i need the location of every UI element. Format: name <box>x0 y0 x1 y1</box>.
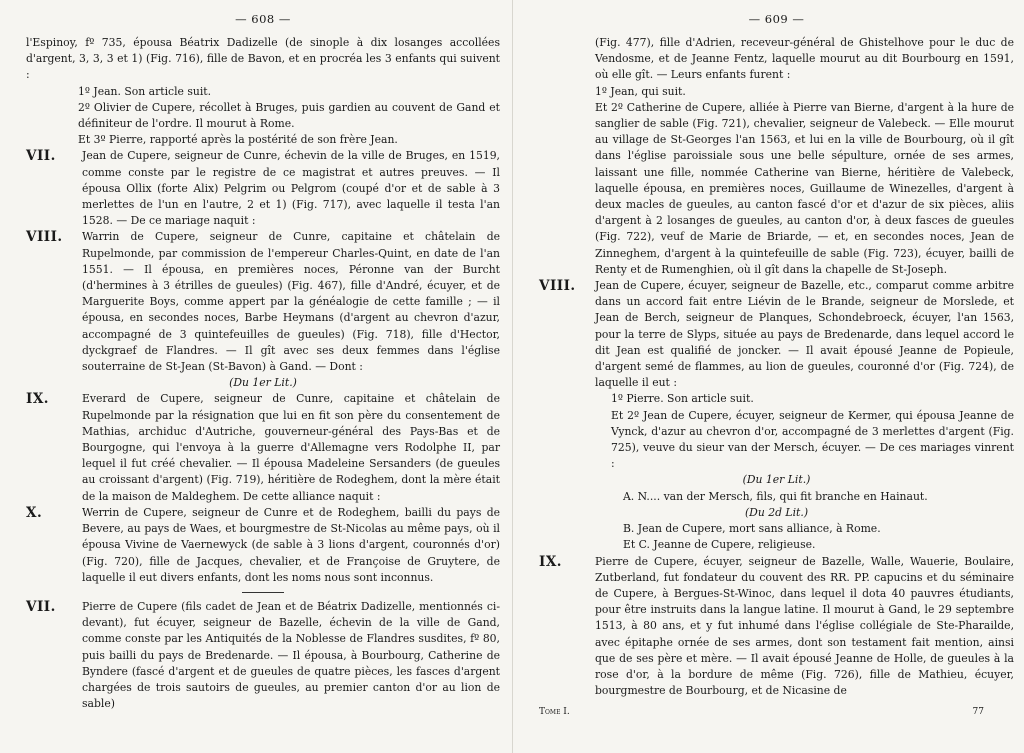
generation-entry <box>539 554 1014 700</box>
lit2-children <box>539 521 1014 553</box>
continuation <box>539 35 1014 278</box>
child-item: 2º Olivier de Cupere, récollet à Bruges, puis gardien au couvent de Gand et définiteur de l'ordre. Il mourut à Rome. <box>78 100 500 131</box>
generation-number: VIII. <box>26 229 63 246</box>
entry-text: Everard de Cupere, seigneur de Cunre, capitaine et châtelain de Rupelmonde par la résignation que lui en fit son père du consentement de Mathias, archiduc d'Autriche, gouverneur-général des Pays-Bas et de Bourgogne, qui l'envoya à la guerre d'Allemagne vers Rodolphe II, par lequel il fut créé chevalier. — Il épousa Madeleine Sersanders (de gueules au croissant d'argent) (Fig. 719), héritière de Rodeghem, dont la mère était de la maison de Maldeghem. De cette alliance naquit : <box>82 392 500 503</box>
child-item: Et 2º Catherine de Cupere, alliée à Pierre van Bierne, d'argent à la hure de sanglier de sable (Fig. 721), chevalier, seigneur de Valebeck. — Elle mourut au village de St-Georges l'an 1563, et lui en la ville de Bourbourg, où il gît dans l'église paroissiale sous une belle sépulture, ornée de ses armes, laissant une fille, nommée Catherine van Bierne, héritière de Valebeck, laquelle épousa, en premières noces, Guillaume de Winezelles, d'argent à deux macles de gueules, au canton fascé d'or et d'azur de six pièces, aliis d'argent à 2 losanges de gueules, au canton d'or, à deux fasces de gueules (Fig. 722), veuf de Marie de Briarde, — et, en secondes noces, Jean de Zinneghem, d'argent à la quintefeuille de sable (Fig. 723), écuyer, bailli de Renty et de Rumenghien, où il gît dans la chapelle de St-Joseph. <box>595 100 1014 276</box>
right-page-text <box>539 35 1014 699</box>
volume-label: Tome I. <box>539 707 570 718</box>
child-item: Et 2º Jean de Cupere, écuyer, seigneur de Kermer, qui épousa Jeanne de Vynck, d'azur au chevron d'or, accompagné de 3 merlettes d'argent (Fig. 725), veuve du sieur van der Mersch, écuyer. — De ces mariages vinrent : <box>611 408 1014 471</box>
generation-number: X. <box>26 504 43 521</box>
child-item: 1º Jean. Son article suit. <box>78 84 212 98</box>
entry-children <box>539 391 1014 472</box>
generation-entry <box>26 505 500 586</box>
section-divider <box>242 592 284 593</box>
generation-number: IX. <box>539 553 562 570</box>
generation-entry <box>26 391 500 504</box>
footer-page-number: 77 <box>972 707 984 718</box>
generation-number: VII. <box>26 598 56 615</box>
marriage-heading: (Du 1er Lit.) <box>229 376 297 390</box>
right-page <box>512 0 1024 753</box>
entry-text: Warrin de Cupere, seigneur de Cunre, capitaine et châtelain de Rupelmonde, par commission de l'empereur Charles-Quint, en date de l'an 1551. — Il épousa, en premières noces, Péronne van der Burcht (d'hermines à 3 étrilles de gueules) (Fig. 467), fille d'André, écuyer, et de Marguerite Boys, comme appert par la généalogie de cette famille ; — il épousa, en secondes noces, Barbe Heymans (d'argent au chevron d'azur, accompagné de 3 quintefeuilles de gueules) (Fig. 718), fille d'Hector, dyckgraef de Flandres. — Il gît avec ses deux femmes dans l'église souterraine de St-Jean (St-Bavon) à Gand. — Dont : <box>82 230 500 374</box>
child-item: B. Jean de Cupere, mort sans alliance, à Rome. <box>623 522 881 536</box>
left-page-number: — 608 — <box>235 12 291 26</box>
entry-text: Jean de Cupere, seigneur de Cunre, échevin de la ville de Bruges, en 1519, comme conste par le registre de ce magistrat et autres preuves. — Il épousa Ollix (forte Alix) Pelgrim ou Pelgrom (coupé d'or et de sable à 3 merlettes de l'un en l'autre, 2 et 1) (Fig. 717), avec laquelle il testa l'an 1528. — De ce mariage naquit : <box>82 149 500 228</box>
generation-number: IX. <box>26 391 49 408</box>
generation-entry <box>26 599 500 712</box>
generation-entry <box>26 148 500 229</box>
generation-number: VIII. <box>539 278 576 295</box>
page-footer <box>539 707 1014 717</box>
entry-text: Werrin de Cupere, seigneur de Cunre et de Rodeghem, bailli du pays de Bevere, au pays de Waes, et bourgmestre de St-Nicolas au même pays, où il épousa Vivine de Vaernewyck (de sable à 3 lions d'argent, couronnés d'or) (Fig. 720), fille de Jacques, chevalier, et de Françoise de Gruytere, de laquelle il eut divers enfants, dont les noms nous sont inconnus. <box>82 505 500 584</box>
entry-text: Pierre de Cupere, écuyer, seigneur de Bazelle, Walle, Wauerie, Boulaire, Zutberland, fut fondateur du couvent des RR. PP. capucins et du séminaire de Cupere, à Bergues-St-Winoc, dans lequel il dota 40 pauvres étudiants, pour être instruits dans la langue latine. Il mourut à Gand, le 29 septembre 1513, à 80 ans, et y fut inhumé dans l'église collégiale de Ste-Pharailde, avec épitaphe ornée de ses armes, dont son testament fait mention, ainsi que de ses père et mère. — Il avait épousé Jeanne de Holle, de gueules à la rose d'or, à la bordure de même (Fig. 726), fille de Mathieu, écuyer, bourgmestre de Bourbourg, et de Nicasine de <box>595 554 1014 698</box>
right-page-number: — 609 — <box>748 12 805 26</box>
left-page-text <box>26 35 500 712</box>
continuation-paragraph: (Fig. 477), fille d'Adrien, receveur-général de Ghistelhove pour le duc de Vendosme, et de Jeanne Fentz, laquelle mourut au dit Bourbourg en 1591, où elle gît. — Leurs enfants furent : <box>595 36 1014 82</box>
entry-text: Pierre de Cupere (fils cadet de Jean et de Béatrix Dadizelle, mentionnés ci-devant), fut écuyer, seigneur de Bazelle, échevin de la ville de Gand, comme conste par les Antiquités de la Noblesse de Flandres susdites, fº 80, puis bailli du pays de Bredenarde. — Il épousa, à Bourbourg, Catherine de Byndere (fascé d'argent et de gueules de quatre pièces, les fasces d'argent chargées de trois sautoirs de gueules, au premier canton d'or au lion de sable) <box>82 599 500 711</box>
child-item: Et 3º Pierre, rapporté après la postérité de son frère Jean. <box>78 133 398 147</box>
generation-entry <box>26 229 500 375</box>
generation-number: VII. <box>26 148 56 165</box>
generation-entry <box>539 278 1014 391</box>
entry-text: Jean de Cupere, écuyer, seigneur de Bazelle, etc., comparut comme arbitre dans un accord fait entre Liévin de le Brande, seigneur de Morslede, et Jean de Berch, seigneur de Planques, Schondebroeck, écuyer, l'an 1563, pour la terre de Slyps, située au pays de Bredenarde, dans lequel accord le dit Jean est qualifié de joncker. — Il avait épousé Jeanne de Popieule, d'argent semé de flammes, au lion de gueules, couronné d'or (Fig. 724), de laquelle il eut : <box>595 279 1014 390</box>
child-item: Et C. Jeanne de Cupere, religieuse. <box>623 538 816 552</box>
marriage-heading: (Du 1er Lit.) <box>742 473 811 487</box>
child-item: 1º Pierre. Son article suit. <box>611 392 754 406</box>
child-item: 1º Jean, qui suit. <box>595 84 686 98</box>
child-item: A. N.... van der Mersch, fils, qui fit branche en Hainaut. <box>623 489 928 503</box>
lit1-children <box>539 489 1014 505</box>
marriage-heading: (Du 2d Lit.) <box>744 505 809 519</box>
intro-paragraph: l'Espinoy, fº 735, épousa Béatrix Dadizelle (de sinople à dix losanges accollées d'argent, 3, 3, 3 et 1) (Fig. 716), fille de Bavon, et en procréa les 3 enfants qui suivent : <box>26 36 500 82</box>
intro-children <box>26 84 500 149</box>
